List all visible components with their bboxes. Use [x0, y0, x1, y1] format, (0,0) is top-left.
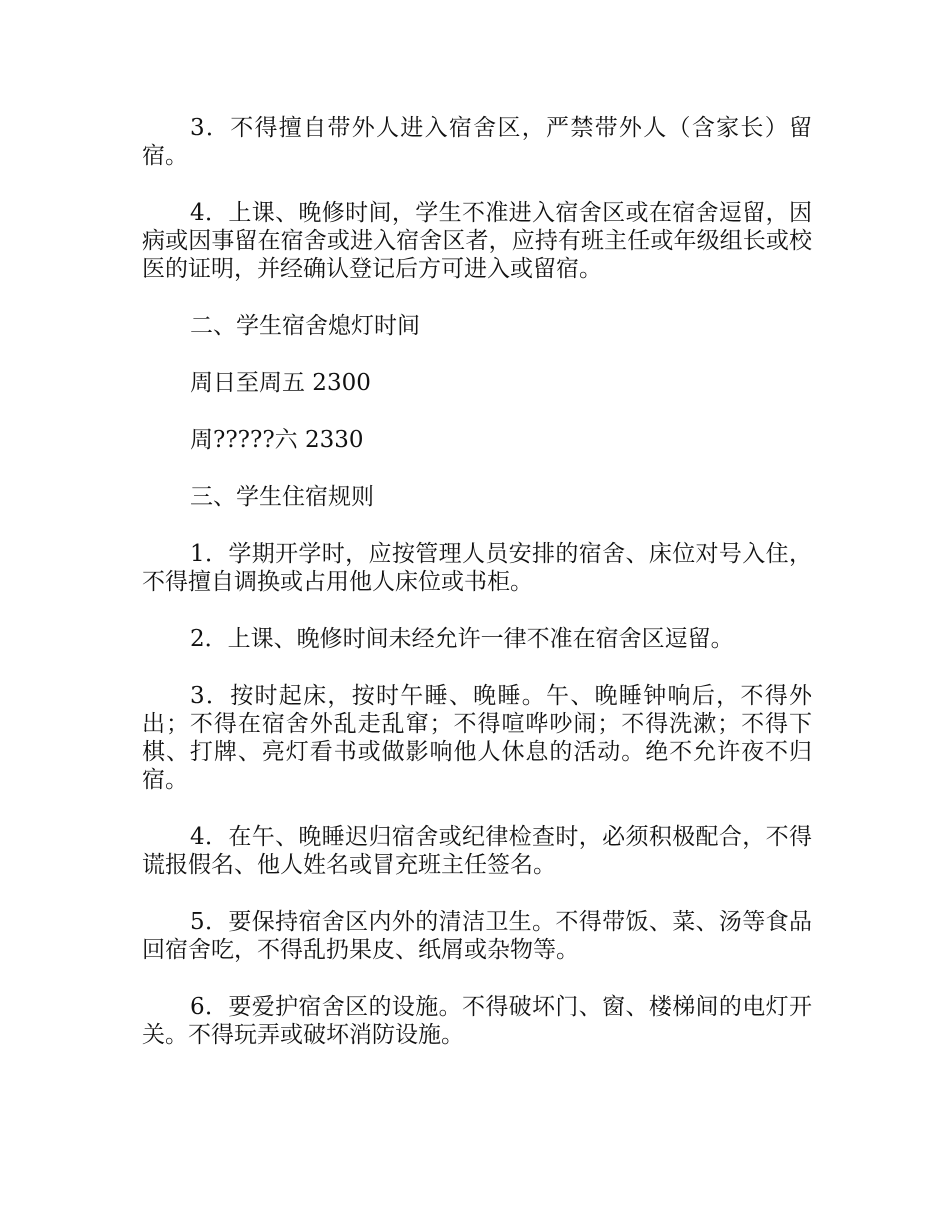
paragraph-dorm-rule-1: 1．学期开学时，应按管理人员安排的宿舍、床位对号入住，不得擅自调换或占用他人床位或书柜。 [142, 541, 812, 595]
paragraph-dorm-rule-2: 2．上课、晚修时间未经允许一律不准在宿舍区逗留。 [190, 626, 734, 652]
lights-out-saturday: 周?????六 2330 [190, 427, 364, 453]
section-heading-lights-out: 二、学生宿舍熄灯时间 [190, 313, 420, 339]
paragraph-rule-4-class-hours: 4．上课、晚修时间，学生不准进入宿舍区或在宿舍逗留，因病或因事留在宿舍或进入宿舍区者，应持有班主任或年级组长或校医的证明，并经确认登记后方可进入或留宿。 [142, 200, 812, 282]
paragraph-dorm-rule-6: 6．要爱护宿舍区的设施。不得破坏门、窗、楼梯间的电灯开关。不得玩弄或破坏消防设施。 [142, 994, 812, 1048]
paragraph-dorm-rule-4: 4．在午、晚睡迟归宿舍或纪律检查时，必须积极配合，不得谎报假名、他人姓名或冒充班主任签名。 [142, 824, 812, 878]
lights-out-weekdays: 周日至周五 2300 [190, 370, 371, 396]
document-body [142, 114, 812, 1078]
paragraph-dorm-rule-5: 5．要保持宿舍区内外的清洁卫生。不得带饭、菜、汤等食品回宿舍吃，不得乱扔果皮、纸屑或杂物等。 [142, 909, 812, 963]
paragraph-dorm-rule-3: 3．按时起床，按时午睡、晚睡。午、晚睡钟响后，不得外出；不得在宿舍外乱走乱窜；不得喧哗吵闹；不得洗漱；不得下棋、打牌、亮灯看书或做影响他人休息的活动。绝不允许夜不归宿。 [142, 683, 812, 793]
section-heading-dorm-rules: 三、学生住宿规则 [190, 484, 374, 510]
paragraph-rule-3-no-outsiders: 3．不得擅自带外人进入宿舍区，严禁带外人（含家长）留宿。 [142, 115, 812, 169]
